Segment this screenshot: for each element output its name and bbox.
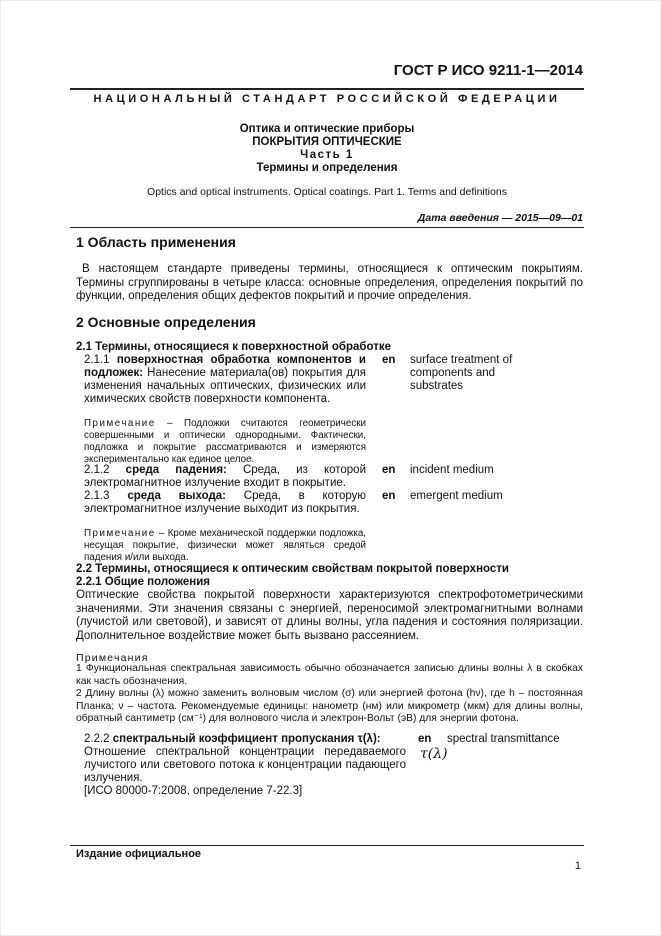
note-2-1-3-label: Примечание xyxy=(84,528,156,539)
title-line-4: Термины и определения xyxy=(256,162,398,174)
header-rule xyxy=(70,88,584,90)
gost-number: ГОСТ Р ИСО 9211-1—2014 xyxy=(393,62,583,79)
subsection-2-2-heading: 2.2 Термины, относящиеся к оптическим свойствам покрытой поверхности xyxy=(76,563,509,575)
page-number: 1 xyxy=(574,860,581,872)
section-1-heading: 1 Область применения xyxy=(76,234,236,250)
term-2-1-3-number: 2.1.3 xyxy=(84,490,110,502)
note-1: 1 Функциональная спектральная зависимость обычно обозначается записью длины волны λ в скобках как часть обозначения. xyxy=(76,663,583,687)
term-2-2-2-reference: [ИСО 80000-7:2008, определение 7-22.3] xyxy=(84,785,303,797)
term-2-1-2-number: 2.1.2 xyxy=(84,464,110,476)
subsection-2-1-heading: 2.1 Термины, относящиеся к поверхностной обработке xyxy=(76,341,392,353)
title-line-1: Оптика и оптические приборы xyxy=(239,123,415,135)
term-2-1-3-name: среда выхода: xyxy=(127,490,227,502)
english-title: Optics and optical instruments. Optical coatings. Part 1. Terms and definitions xyxy=(147,186,507,198)
term-2-2-2-name: спектральный коэффициент пропускания τ(λ): xyxy=(112,733,381,745)
term-2-1-1-definition: Нанесение материала(ов) покрытия для изменения начальных оптических, физических или химических свойств поверхности компонента. xyxy=(84,367,366,405)
title-block xyxy=(70,123,584,175)
note-2-1-3 xyxy=(84,528,366,564)
term-2-1-2-name: среда падения: xyxy=(125,464,227,476)
term-2-1-2-english: incident medium xyxy=(410,464,494,476)
term-2-1-3 xyxy=(84,490,366,516)
section-1-text xyxy=(76,263,583,304)
term-2-2-2 xyxy=(84,733,406,798)
term-2-1-3-definition: Среда, в которую электромагнитное излучение выходит из покрытия. xyxy=(84,490,367,515)
term-2-1-2-definition: Среда, из которой электромагнитное излучение входит в покрытие. xyxy=(84,464,366,489)
term-2-2-2-number: 2.2.2 xyxy=(84,733,110,745)
term-2-1-1 xyxy=(84,354,366,406)
subsection-2-2-1-heading: 2.2.1 Общие положения xyxy=(76,576,211,588)
note-2-1-1-text: – Подложки считаются геометрически совершенными и оптически однородными. Фактически, подложка и покрытие рассматриваются и измеряются экспериментально как единое целое. xyxy=(84,418,366,465)
term-2-2-2-english: spectral transmittance xyxy=(447,733,560,745)
section-2-heading: 2 Основные определения xyxy=(76,314,256,330)
date-rule xyxy=(70,227,584,228)
title-line-2: ПОКРЫТИЯ ОПТИЧЕСКИЕ xyxy=(252,136,402,148)
term-2-2-2-definition: Отношение спектральной концентрации передаваемого лучистого или светового потока к концентрации падающего излучения. xyxy=(84,746,406,784)
note-2-1-1 xyxy=(84,418,366,466)
term-2-1-1-lang-tag: en xyxy=(382,354,396,366)
term-2-1-1-english: surface treatment of components and substrates xyxy=(410,354,513,392)
national-standard-label: НАЦИОНАЛЬНЫЙ СТАНДАРТ РОССИЙСКОЙ ФЕДЕРАЦИИ xyxy=(93,93,561,105)
title-line-3: Часть 1 xyxy=(300,149,354,161)
effective-date: Дата введения — 2015—09—01 xyxy=(417,212,583,224)
term-2-1-3-english: emergent medium xyxy=(410,490,503,502)
term-2-1-2 xyxy=(84,464,366,490)
paragraph-2-2-1: Оптические свойства покрытой поверхности характеризуются спектрофотометрическими значениями. Эти значения связаны с энергией, переносимой электромагнитными волнами (лучистой или световой), и зависят от длины волны, угла падения и состояния поляризации. Дополнительное воздействие может быть вызвано рассеянием. xyxy=(76,589,583,642)
term-2-1-2-lang-tag: en xyxy=(382,464,396,476)
footer-rule xyxy=(70,845,584,846)
term-2-2-2-formula: τ(λ) xyxy=(420,746,448,762)
term-2-2-2-lang-tag: en xyxy=(418,733,432,745)
term-2-1-1-number: 2.1.1 xyxy=(84,354,110,366)
term-2-1-1-name: поверхностная обработка компонентов и подложек: xyxy=(84,354,366,379)
edition-label: Издание официальное xyxy=(76,848,202,860)
notes-heading: Примечания xyxy=(76,652,149,664)
section-1-body: В настоящем стандарте приведены термины, относящиеся к оптическим покрытиям. Термины сгруппированы в четыре класса: основные определения, определения покрытий по функции, определения общих дефектов покрытий и прочие определения. xyxy=(76,263,583,302)
term-2-1-3-lang-tag: en xyxy=(382,490,396,502)
note-2-1-3-text: – Кроме механической поддержки подложка, несущая покрытие, физически может являться средой падения и/или выхода. xyxy=(84,528,366,563)
note-2-1-1-label: Примечание xyxy=(84,418,156,429)
note-2: 2 Длину волны (λ) можно заменить волновым числом (σ) или энергией фотона (hν), где h – постоянная Планка; ν – частота. Рекомендуемые единицы: нанометр (нм) или микрометр (мкм) для длины волны, обратный сантиметр (см⁻¹) для волнового числа и электрон-Вольт (эВ) для энергии фотона. xyxy=(76,688,583,724)
